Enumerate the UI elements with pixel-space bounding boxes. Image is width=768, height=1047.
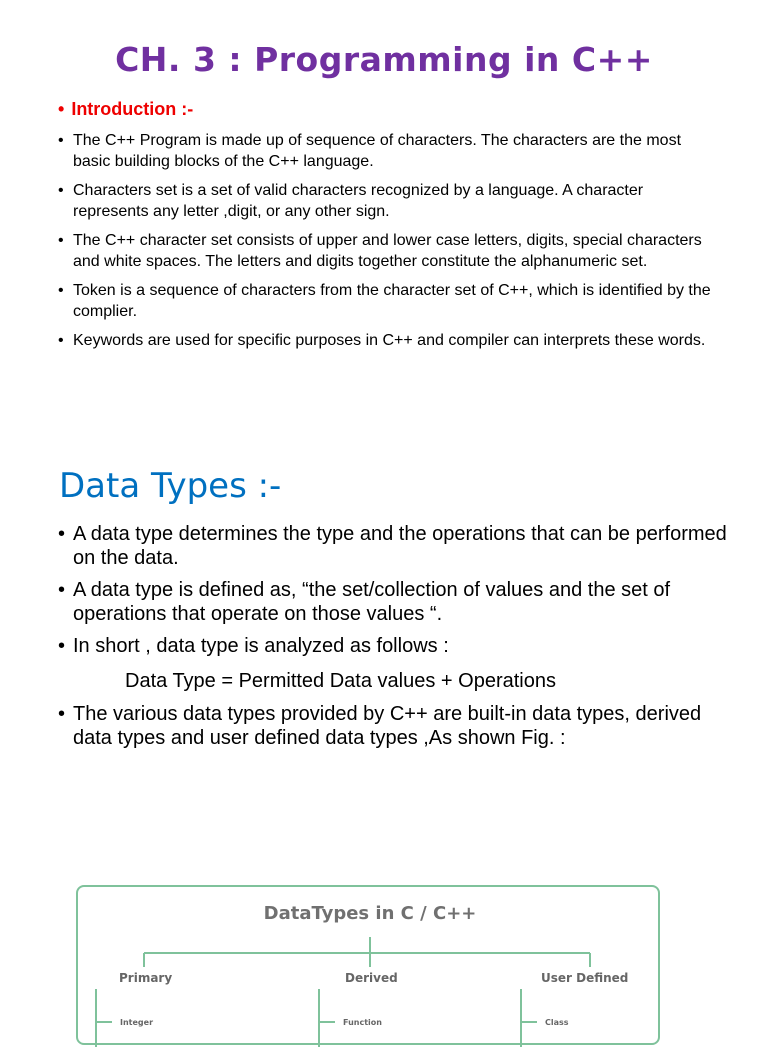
list-item: • Keywords are used for specific purposes in C++ and compiler can interprets these words. [58,330,718,351]
data-types-heading: Data Types :- [59,466,282,506]
data-types-list-continued [58,702,738,758]
introduction-heading-text: Introduction :- [71,99,194,119]
list-item: • Characters set is a set of valid characters recognized by a language. A character represents any letter ,digit, or any other sign. [58,180,718,222]
diagram-title: DataTypes in C / C++ [263,903,477,924]
data-types-diagram [76,885,660,1045]
bullet-icon: • [58,99,65,119]
subtype-class: Class [545,1018,569,1027]
list-item: • A data type is defined as, “the set/collection of values and the set of operations that operate on those values “. [58,578,738,626]
category-user-defined: User Defined [541,971,629,985]
introduction-heading [58,99,193,120]
list-item: • The C++ Program is made up of sequence of characters. The characters are the most basic building blocks of the C++ language. [58,130,718,172]
list-item: • A data type determines the type and the operations that can be performed on the data. [58,522,738,570]
list-item: • Token is a sequence of characters from the character set of C++, which is identified by the complier. [58,280,718,322]
data-types-list [58,522,738,666]
category-derived: Derived [345,971,398,985]
page-title: CH. 3 : Programming in C++ [115,40,653,79]
list-item: • The C++ character set consists of upper and lower case letters, digits, special characters and white spaces. The letters and digits together constitute the alphanumeric set. [58,230,718,272]
subtype-function: Function [343,1018,382,1027]
list-item: • In short , data type is analyzed as follows : [58,634,738,658]
data-type-formula: Data Type = Permitted Data values + Operations [125,670,556,692]
introduction-list [58,130,718,359]
category-primary: Primary [119,971,173,985]
subtype-integer: Integer [120,1018,154,1027]
list-item: • The various data types provided by C++ are built-in data types, derived data types and user defined data types ,As shown Fig. : [58,702,738,750]
